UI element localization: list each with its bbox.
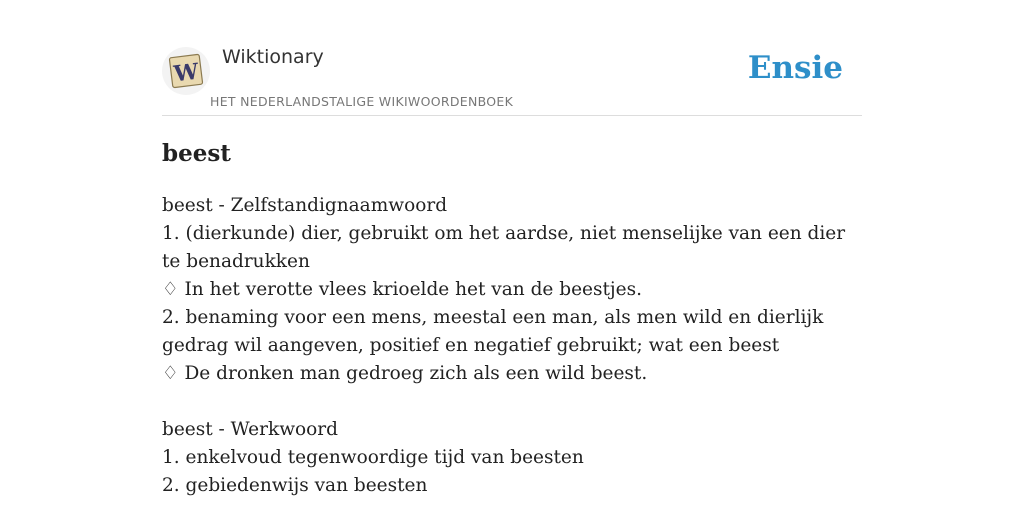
section-spacer	[162, 388, 862, 416]
example-2: ♢ De dronken man gedroeg zich als een wild beest.	[162, 363, 648, 384]
section-heading-verb: beest - Werkwoord	[162, 419, 338, 440]
verb-definition-2: 2. gebiedenwijs van beesten	[162, 475, 428, 496]
definition-entry	[162, 192, 862, 500]
brand-logo[interactable]: Ensie	[747, 50, 843, 86]
page-title: beest	[162, 140, 231, 167]
site-tagline: HET NEDERLANDSTALIGE WIKIWOORDENBOEK	[210, 94, 514, 109]
header-divider	[162, 115, 862, 116]
definition-1: 1. (dierkunde) dier, gebruikt om het aardse, niet menselijke van een dier te benadrukken	[162, 223, 846, 272]
wiktionary-logo-icon	[162, 47, 210, 95]
wiktionary-logo[interactable]	[162, 47, 210, 95]
definition-2: 2. benaming voor een mens, meestal een man, als men wild en dierlijk gedrag wil aangeven, positief en negatief gebruikt; wat een beest	[162, 307, 824, 356]
example-1: ♢ In het verotte vlees krioelde het van de beestjes.	[162, 279, 642, 300]
logo-letter: W	[172, 58, 201, 88]
section-heading-noun: beest - Zelfstandignaamwoord	[162, 195, 448, 216]
verb-definition-1: 1. enkelvoud tegenwoordige tijd van beesten	[162, 447, 584, 468]
site-name[interactable]: Wiktionary	[222, 46, 324, 68]
